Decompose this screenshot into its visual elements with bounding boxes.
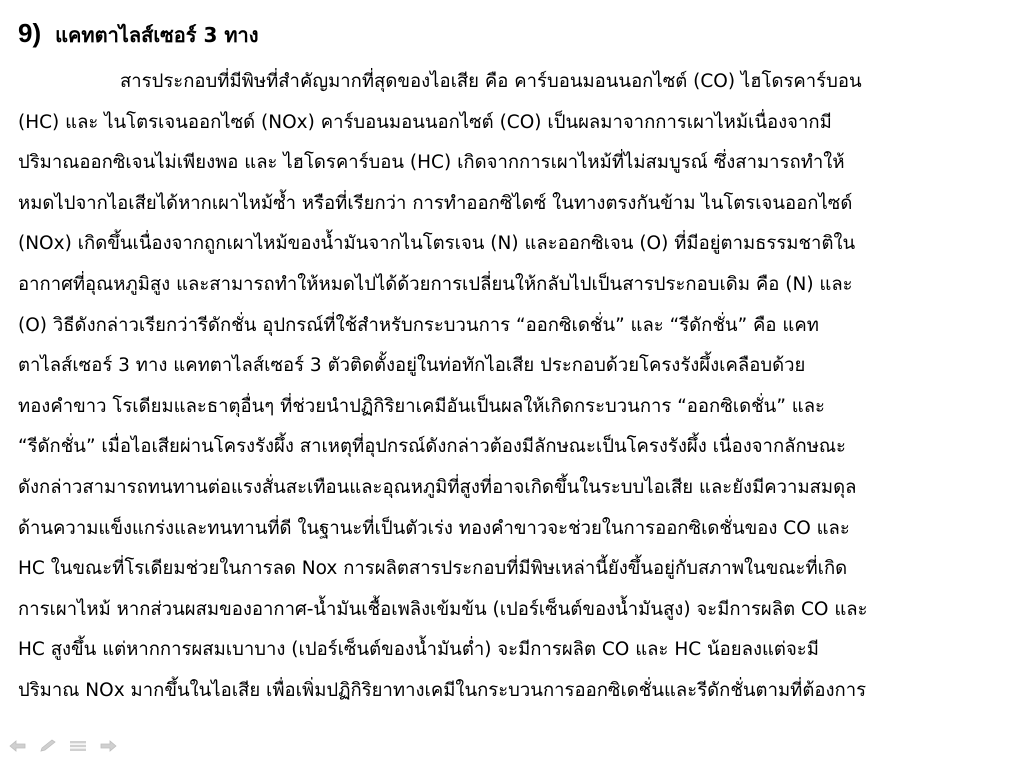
pen-icon[interactable] [38,738,58,754]
body-line: การเผาไหม้ หากส่วนผสมของอากาศ-น้ำมันเชื้อเพลิงเข้มข้น (เปอร์เซ็นต์ของน้ำมันสูง) จะมีการผลิต CO และ [18,598,868,620]
body-line: ปริมาณ NOx มากขึ้นในไอเสีย เพื่อเพิ่มปฏิกิริยาทางเคมีในกระบวนการออกซิเดชั่นและรีดักชั่นตามที่ต้องการ [18,679,867,701]
slideshow-nav [8,738,118,754]
body-line: ทองคำขาว โรเดียมและธาตุอื่นๆ ที่ช่วยนำปฏิกิริยาเคมีอันเป็นผลให้เกิดกระบวนการ “ออกซิเดชั่น” และ [18,395,825,417]
arrow-left-icon[interactable] [8,738,28,754]
title-text: แคทตาไลส์เซอร์ 3 ทาง [55,23,259,47]
body-line: อากาศที่อุณหภูมิสูง และสามารถทำให้หมดไปได้ด้วยการเปลี่ยนให้กลับไปเป็นสารประกอบเดิม คือ (N) และ [18,273,853,295]
body-line: หมดไปจากไอเสียได้หากเผาไหม้ซ้ำ หรือที่เรียกว่า การทำออกซิไดซ์ ในทางตรงกันข้าม ไนโตรเจนออกไซด์ [18,192,853,214]
body-line: “รีดักชั่น” เมื่อไอเสียผ่านโครงรังผึ้ง สาเหตุที่อุปกรณ์ดังกล่าวต้องมีลักษณะเป็นโครงรังผึ้ง เนื่องจากลักษณะ [18,436,846,458]
body-line: ด้านความแข็งแกร่งและทนทานที่ดี ในฐานะที่เป็นตัวเร่ง ทองคำขาวจะช่วยในการออกซิเดชั่นของ CO และ [18,517,850,539]
body-line: (O) วิธีดังกล่าวเรียกว่ารีดักชั่น อุปกรณ์ที่ใช้สำหรับกระบวนการ “ออกซิเดชั่น” และ “รีดักชั่น” คือ แคท [18,314,819,336]
menu-icon[interactable] [68,738,88,754]
body-text [18,62,1008,712]
body-line: ดังกล่าวสามารถทนทานต่อแรงสั่นสะเทือนและอุณหภูมิที่สูงที่อาจเกิดขึ้นในระบบไอเสีย และยังมีความสมดุล [18,476,857,498]
body-line: (NOx) เกิดขึ้นเนื่องจากถูกเผาไหม้ของน้ำมันจากไนโตรเจน (N) และออกซิเจน (O) ที่มีอยู่ตามธรรมชาติใน [18,233,856,255]
body-line: HC สูงขึ้น แต่หากการผสมเบาบาง (เปอร์เซ็นต์ของน้ำมันต่ำ) จะมีการผลิต CO และ HC น้อยลงแต่จะมี [18,639,819,661]
body-line: HC ในขณะที่โรเดียมช่วยในการลด Nox การผลิตสารประกอบที่มีพิษเหล่านี้ยังขึ้นอยู่กับสภาพในขณะที่เกิด [18,558,848,580]
body-line: ปริมาณออกซิเจนไม่เพียงพอ และ ไฮโดรคาร์บอน (HC) เกิดจากการเผาไหม้ที่ไม่สมบูรณ์ ซึ่งสามารถทำให้ [18,152,845,174]
arrow-right-icon[interactable] [98,738,118,754]
body-line: สารประกอบที่มีพิษที่สำคัญมากที่สุดของไอเสีย คือ คาร์บอนมอนนอกไซต์ (CO) ไฮโดรคาร์บอน [120,71,862,92]
body-line: ตาไลส์เซอร์ 3 ทาง แคทตาไลส์เซอร์ 3 ตัวติดตั้งอยู่ในท่อทักไอเสีย ประกอบด้วยโครงรังผึ้งเคลือบด้วย [18,355,806,377]
body-line: (HC) และ ไนโตรเจนออกไซด์ (NOx) คาร์บอนมอนนอกไซต์ (CO) เป็นผลมาจากการเผาไหม้เนื่องจากมี [18,111,832,133]
slide-title [18,18,259,58]
title-number: 9) [18,18,42,48]
